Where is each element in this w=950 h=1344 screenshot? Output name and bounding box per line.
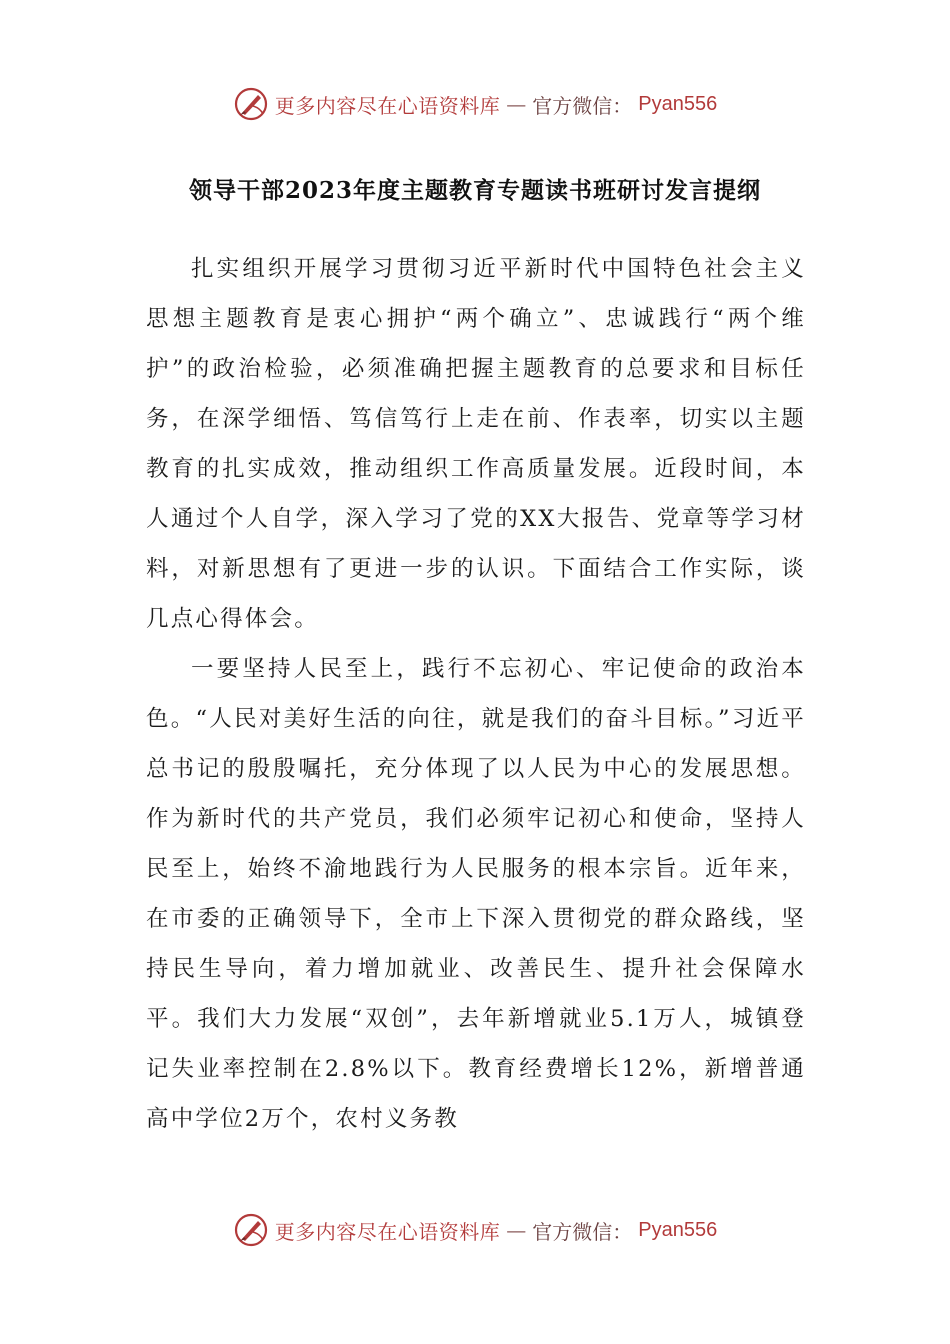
banner-site-text: 更多内容尽在心语资料库 xyxy=(274,1219,501,1244)
paragraph-intro: 扎实组织开展学习贯彻习近平新时代中国特色社会主义思想主题教育是衷心拥护“两个确立”、忠诚践行“两个维护”的政治检验，必须准确把握主题教育的总要求和目标任务，在深学细悟、笃信笃行上走在前、作表率，切实以主题教育的扎实成效，推动组织工作高质量发展。近段时间，本人通过个人自学，深入学习了党的XX大报告、党章等学习材料，对新思想有了更进一步的认识。下面结合工作实际，谈几点心得体会。 xyxy=(146,256,806,632)
quill-pen-seal-icon xyxy=(233,86,269,122)
banner-wechat-label: 官方微信： xyxy=(532,93,633,118)
banner-wechat-id: Pyan556 xyxy=(638,92,718,115)
banner-site-text: 更多内容尽在心语资料库 xyxy=(274,93,501,118)
banner-separator: — xyxy=(506,1218,527,1242)
footer-banner xyxy=(0,1208,950,1252)
banner-wechat-label: 官方微信： xyxy=(532,1219,633,1244)
document-body xyxy=(146,244,806,1144)
banner-wechat-id: Pyan556 xyxy=(638,1218,718,1241)
quill-pen-seal-icon xyxy=(233,1212,269,1248)
paragraph-point-one: 一要坚持人民至上，践行不忘初心、牢记使命的政治本色。“人民对美好生活的向往，就是我们的奋斗目标。”习近平总书记的殷殷嘱托，充分体现了以人民为中心的发展思想。作为新时代的共产党员，我们必须牢记初心和使命，坚持人民至上，始终不渝地践行为人民服务的根本宗旨。近年来，在市委的正确领导下，全市上下深入贯彻党的群众路线，坚持民生导向，着力增加就业、改善民生、提升社会保障水平。我们大力发展“双创”，去年新增就业5.1万人，城镇登记失业率控制在2.8%以下。教育经费增长12%，新增普通高中学位2万个，农村义务教 xyxy=(146,656,806,1132)
header-banner xyxy=(0,82,950,126)
document-title: 领导干部2023年度主题教育专题读书班研讨发言提纲 xyxy=(188,177,761,204)
banner-separator: — xyxy=(506,92,527,116)
